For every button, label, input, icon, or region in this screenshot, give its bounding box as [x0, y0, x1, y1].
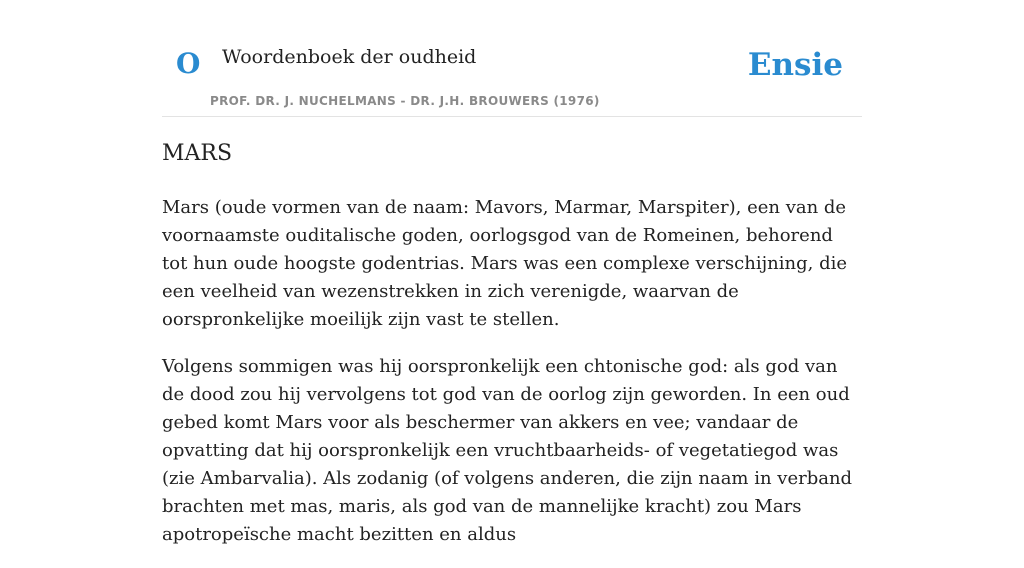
ensie-logo-link[interactable]: Ensie [747, 47, 843, 83]
article-paragraph-2: Volgens sommigen was hij oorspronkelijk een chtonische god: als god van de dood zou hij vervolgens tot god van de oorlog zijn geworden. In een oud gebed komt Mars voor als beschermer van akkers en vee; vandaar de opvatting dat hij oorspronkelijk een vruchtbaarheids- of vegetatiegod was (zie Ambarvalia). Als zodanig (of volgens anderen, die zijn naam in verband brachten met mas, maris, als god van de mannelijke kracht) zou Mars apotropeïsche macht bezitten en aldus [162, 355, 853, 545]
article-paragraph-1: Mars (oude vormen van de naam: Mavors, Marmar, Marspiter), een van de voornaamste ouditalische goden, oorlogsgod van de Romeinen, behorend tot hun oude hoogste godentrias. Mars was een complexe verschijning, die een veelheid van wezenstrekken in zich verenigde, waarvan de oorspronkelijke moeilijk zijn vast te stellen. [162, 196, 848, 330]
book-header [162, 0, 862, 117]
article-title: MARS [162, 141, 233, 166]
book-letter-link[interactable]: O [176, 47, 201, 80]
article [162, 140, 862, 568]
book-authors: PROF. DR. J. NUCHELMANS - DR. J.H. BROUWERS (1976) [210, 94, 600, 108]
book-title-link[interactable]: Woordenboek der oudheid [222, 46, 477, 68]
